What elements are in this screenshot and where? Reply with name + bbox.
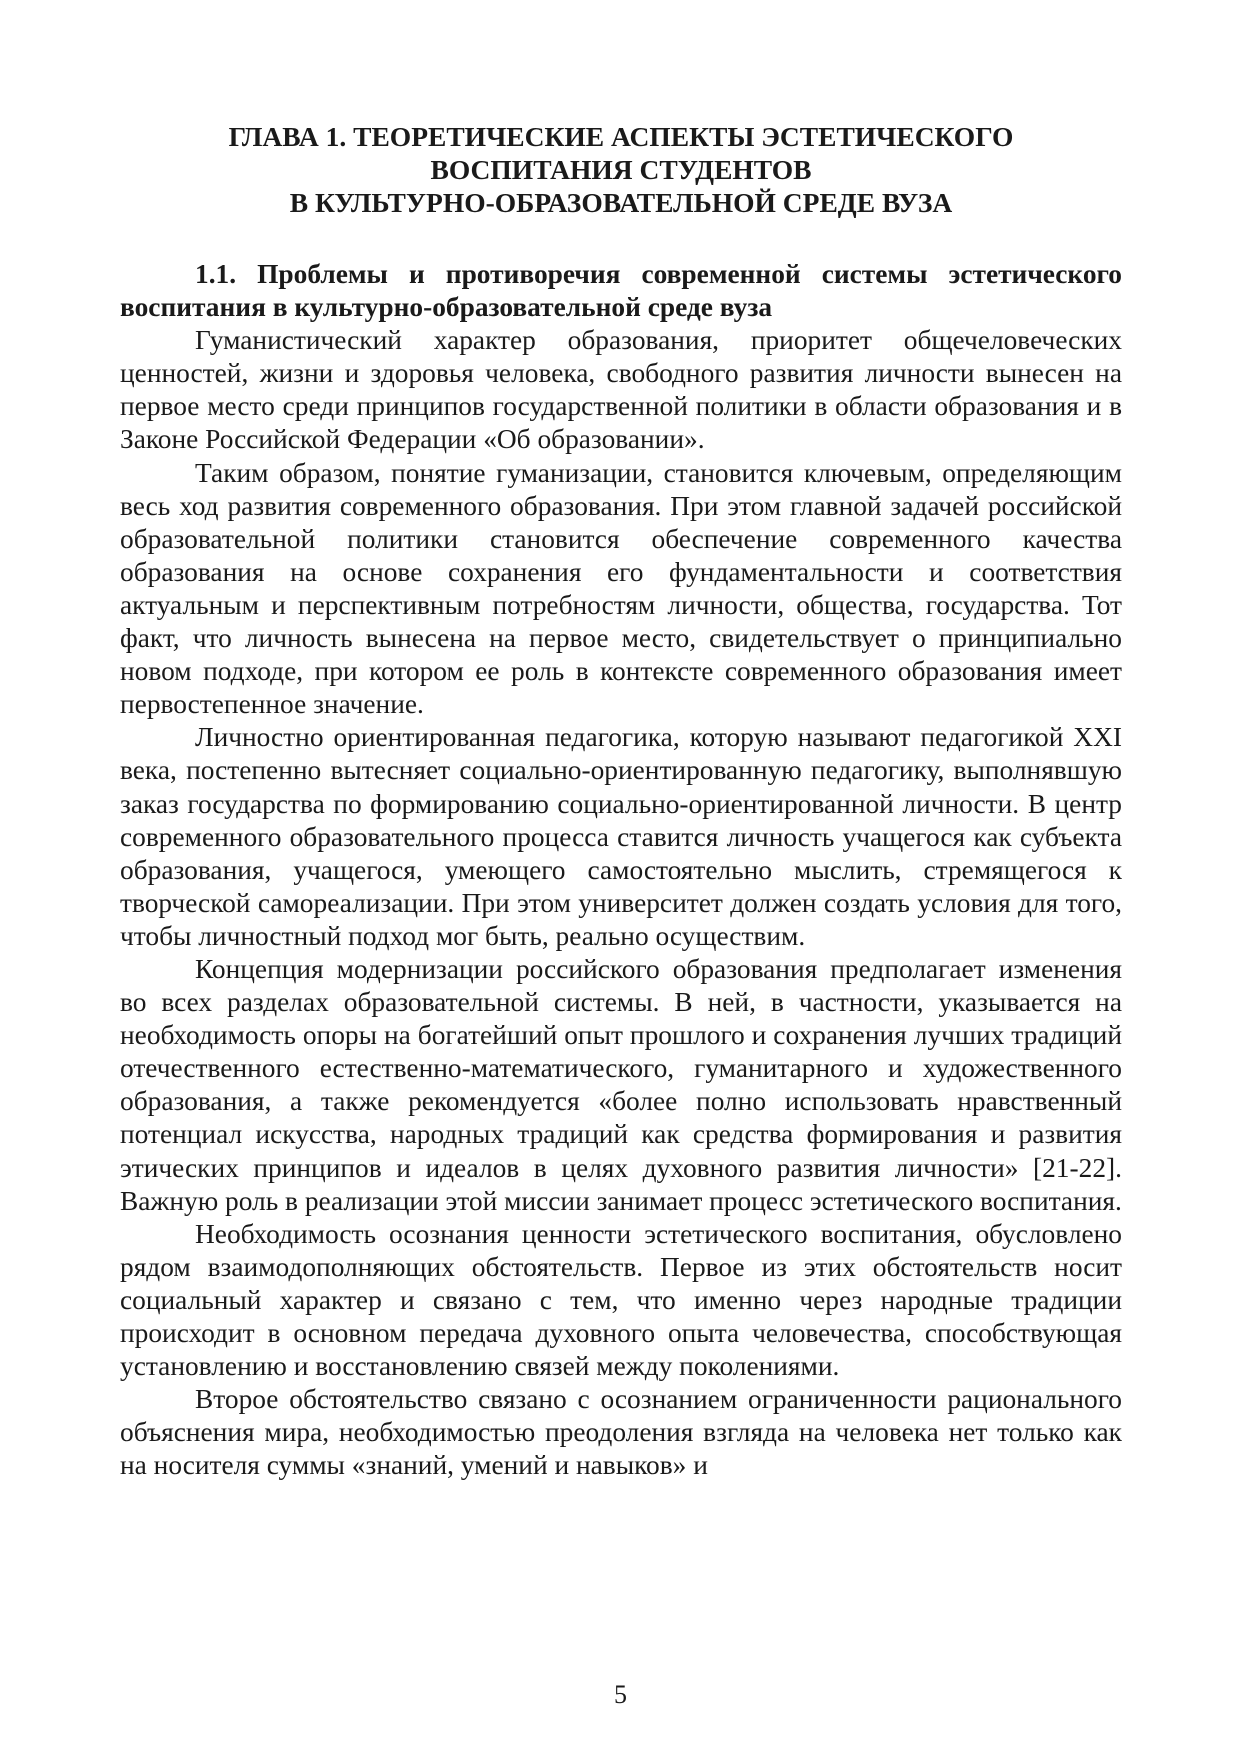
page-number: 5 [614,1680,627,1709]
section-title: 1.1. Проблемы и противоречия современной системы эстетического воспитания в культурно-образовательной среде вуза [120,259,1122,323]
chapter-title-line: ГЛАВА 1. ТЕОРЕТИЧЕСКИЕ АСПЕКТЫ ЭСТЕТИЧЕСКОГО [228,121,1014,152]
paragraph: Гуманистический характер образования, приоритет общечеловеческих ценностей, жизни и здоровья человека, свободного развития личности вынесен на первое место среди принципов государственной политики в области образования и в Законе Российской Федерации «Об образовании». [120,325,1122,455]
paragraph: Необходимость осознания ценности эстетического воспитания, обусловлено рядом взаимодополняющих обстоятельств. Первое из этих обстоятельств носит социальный характер и связано с тем, что именно через народные традиции происходит в основном передача духовного опыта человечества, способствующая установлению и восстановлению связей между поколениями. [120,1218,1122,1382]
paragraph: Второе обстоятельство связано с осознанием ограниченности рационального объяснения мира, необходимостью преодоления взгляда на человека нет только как на носителя суммы «знаний, умений и навыков» и [120,1384,1122,1481]
chapter-title-line: ВОСПИТАНИЯ СТУДЕНТОВ [430,154,812,185]
chapter-title-line: В КУЛЬТУРНО-ОБРАЗОВАТЕЛЬНОЙ СРЕДЕ ВУЗА [289,187,953,218]
paragraph: Таким образом, понятие гуманизации, становится ключевым, определяющим весь ход развития современного образования. При этом главной задачей российской образовательной политики становится обеспечение современного качества образования на основе сохранения его фундаментальности и соответствия актуальным и перспективным потребностям личности, общества, государства. Тот факт, что личность вынесена на первое место, свидетельствует о принципиально новом подходе, при котором ее роль в контексте современного образования имеет первостепенное значение. [120,457,1122,720]
paragraph: Личностно ориентированная педагогика, которую называют педагогикой XXI века, постепенно вытесняет социально-ориентированную педагогику, выполнявшую заказ государства по формированию социально-ориентированной личности. В центр современного образовательного процесса ставится личность учащегося как субъекта образования, учащегося, умеющего самостоятельно мыслить, стремящегося к творческой самореализации. При этом университет должен создать условия для того, чтобы личностный подход мог быть, реально осуществим. [120,722,1122,951]
paragraph: Концепция модернизации российского образования предполагает изменения во всех разделах образовательной системы. В ней, в частности, указывается на необходимость опоры на богатейший опыт прошлого и сохранения лучших традиций отечественного естественно-математического, гуманитарного и художественного образования, а также рекомендуется «более полно использовать нравственный потенциал искусства, народных традиций как средства формирования и развития этических принципов и идеалов в целях духовного развития личности» [21-22]. Важную роль в реализации этой миссии занимает процесс эстетического воспитания. [120,953,1122,1216]
chapter-title [120,120,1122,219]
document-body [120,258,1122,1482]
